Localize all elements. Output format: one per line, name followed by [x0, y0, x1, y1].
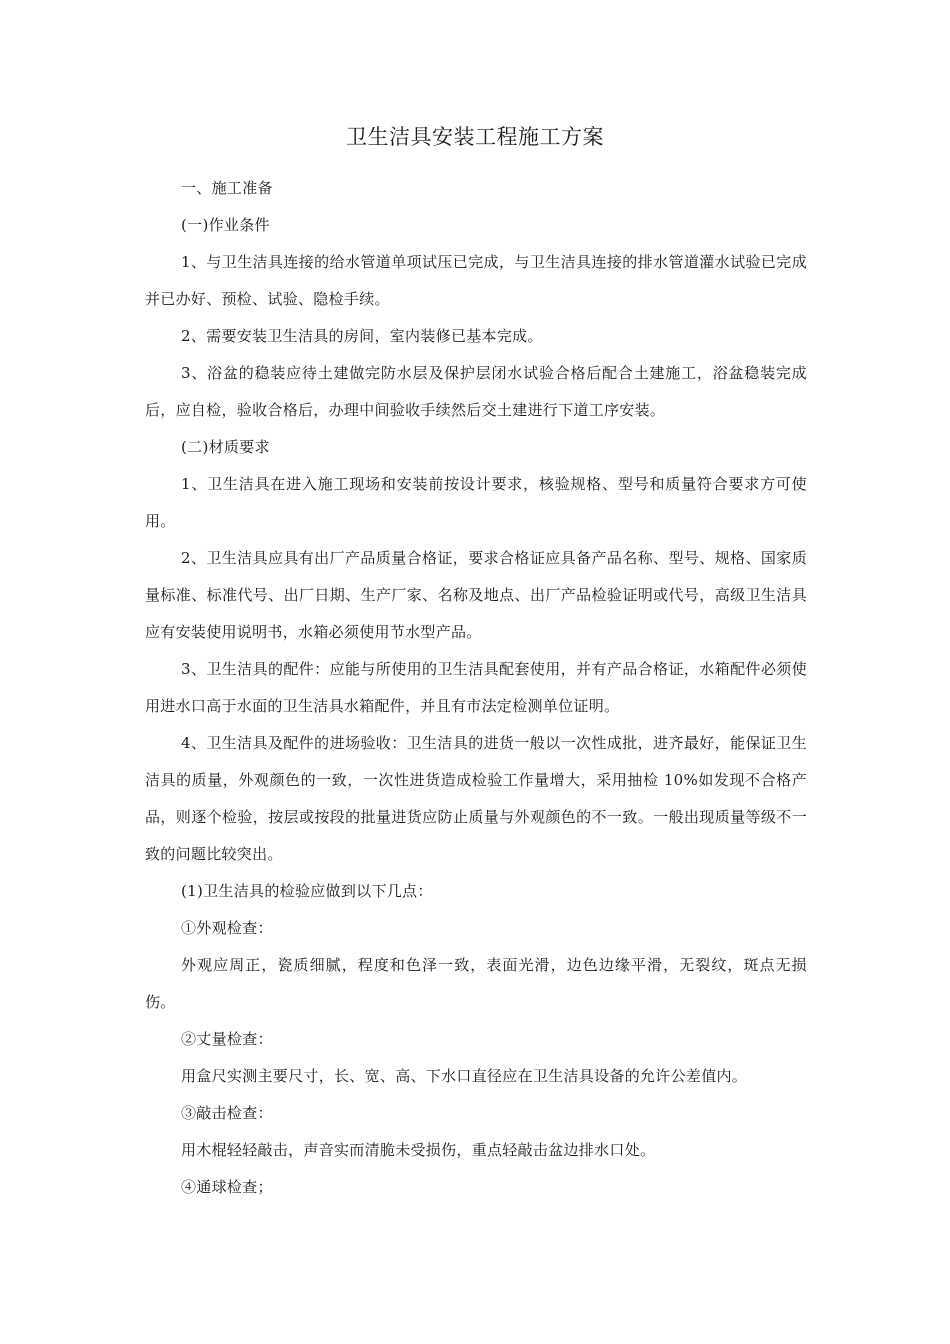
paragraph-knock-check: 用木棍轻轻敲击，声音实而清脆未受损伤，重点轻敲击盆边排水口处。	[181, 1141, 656, 1159]
subsection-heading-material-requirements: (二)材质要求	[181, 438, 270, 456]
subsection-heading-work-conditions: (一)作业条件	[181, 216, 270, 234]
paragraph-ball-check-heading: ④通球检查；	[181, 1178, 273, 1196]
paragraph-material-1: 1、卫生洁具在进入施工现场和安装前按设计要求，核验规格、型号和质量符合要求方可使用。	[145, 475, 807, 530]
paragraph-condition-1: 1、与卫生洁具连接的给水管道单项试压已完成，与卫生洁具连接的排水管道灌水试验已完成并已办好、预检、试验、隐检手续。	[145, 253, 807, 308]
paragraph-inspection-points: (1)卫生洁具的检验应做到以下几点：	[181, 882, 433, 900]
paragraph-visual-check: 外观应周正，瓷质细腻，程度和色泽一致，表面光滑，边色边缘平滑，无裂纹，斑点无损伤。	[145, 956, 807, 1011]
paragraph-material-4: 4、卫生洁具及配件的进场验收：卫生洁具的进货一般以一次性成批，进齐最好，能保证卫生洁具的质量，外观颜色的一致，一次性进货造成检验工作量增大，采用抽检 10%如发现不合格产品，则逐个检验，按层或按段的批量进货应防止质量与外观颜色的不一致。一般出现质量等级不一致的问题比较突出。	[145, 734, 807, 863]
paragraph-material-2: 2、卫生洁具应具有出厂产品质量合格证，要求合格证应具备产品名称、型号、规格、国家质量标准、标准代号、出厂日期、生产厂家、名称及地点、出厂产品检验证明或代号，高级卫生洁具应有安装使用说明书，水箱必须使用节水型产品。	[145, 549, 807, 641]
paragraph-condition-3: 3、浴盆的稳装应待土建做完防水层及保护层闭水试验合格后配合土建施工，浴盆稳装完成后，应自检，验收合格后，办理中间验收手续然后交土建进行下道工序安装。	[145, 364, 807, 419]
paragraph-material-3: 3、卫生洁具的配件：应能与所使用的卫生洁具配套使用，并有产品合格证，水箱配件必须使用进水口高于水面的卫生洁具水箱配件，并且有市法定检测单位证明。	[145, 660, 807, 715]
paragraph-knock-check-heading: ③敲击检查：	[181, 1104, 273, 1122]
paragraph-measure-check-heading: ②丈量检查：	[181, 1030, 273, 1048]
section-heading-preparation: 一、施工准备	[181, 179, 273, 197]
paragraph-visual-check-heading: ①外观检查：	[181, 919, 273, 937]
document-body	[145, 170, 807, 1206]
document-title: 卫生洁具安装工程施工方案	[346, 125, 604, 149]
paragraph-condition-2: 2、需要安装卫生洁具的房间，室内装修已基本完成。	[181, 327, 543, 345]
paragraph-measure-check: 用盒尺实测主要尺寸，长、宽、高、下水口直径应在卫生洁具设备的允许公差值内。	[181, 1067, 748, 1085]
